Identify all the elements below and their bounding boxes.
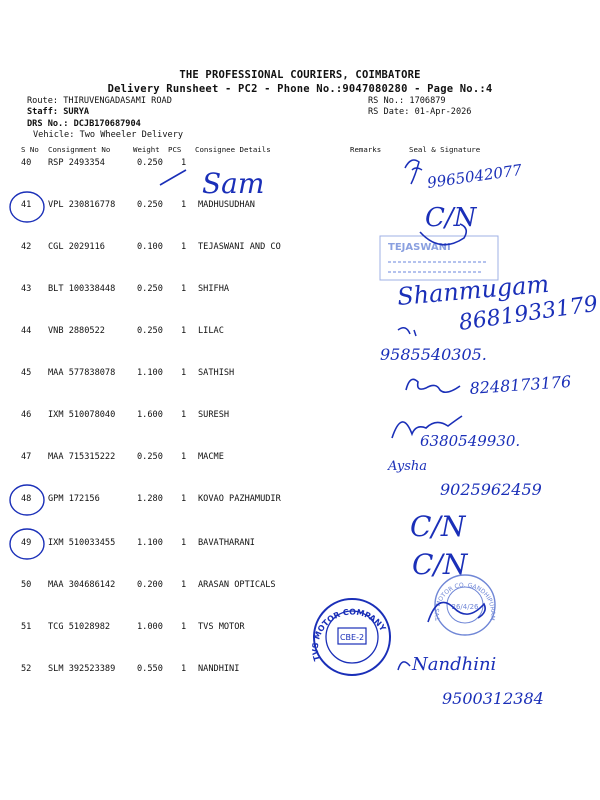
row-consignment: VPL 230816778	[48, 200, 116, 210]
row-sno: 45	[21, 368, 32, 378]
row-sno: 43	[21, 284, 32, 294]
row-consignee: BAVATHARANI	[198, 538, 255, 548]
row-sno: 47	[21, 452, 32, 462]
table-row	[0, 538, 600, 552]
handwritten-phone: 9585540305.	[380, 345, 487, 364]
row-pcs: 1	[181, 200, 187, 210]
stamp-center-text: CBE-2	[339, 633, 365, 642]
stamp-text: TEJASWANI	[388, 242, 451, 253]
table-row	[0, 452, 600, 466]
row-consignment: MAA 577838078	[48, 368, 116, 378]
row-sno: 40	[21, 158, 32, 168]
stamp-date: 26/4/26	[451, 603, 479, 611]
table-row	[0, 494, 600, 508]
row-weight: 0.250	[137, 284, 163, 294]
stamp-lines	[388, 262, 488, 272]
row-consignment: GPM 172156	[48, 494, 100, 504]
table-row	[0, 158, 600, 172]
row-sno: 50	[21, 580, 32, 590]
handwritten-phone: 6380549930.	[420, 432, 521, 450]
col-remarks: Remarks	[350, 145, 382, 154]
row-weight: 1.000	[137, 622, 163, 632]
handwritten-phone: 8248173176	[468, 371, 572, 398]
table-row	[0, 664, 600, 678]
route-label: Route: THIRUVENGADASAMI ROAD	[27, 96, 172, 106]
row-pcs: 1	[181, 538, 187, 548]
table-row	[0, 326, 600, 340]
row-pcs: 1	[181, 452, 187, 462]
row-consignment: VNB 2880522	[48, 326, 105, 336]
row-weight: 1.100	[137, 538, 163, 548]
row-sno: 42	[21, 242, 32, 252]
table-row	[0, 580, 600, 594]
row-weight: 0.250	[137, 326, 163, 336]
row-consignee: ARASAN OPTICALS	[198, 580, 276, 590]
row-pcs: 1	[181, 580, 187, 590]
table-row	[0, 200, 600, 214]
row-pcs: 1	[181, 410, 187, 420]
runsheet-title: Delivery Runsheet - PC2 - Phone No.:9047080280 - Page No.:4	[107, 83, 493, 95]
row-consignment: IXM 510033455	[48, 538, 116, 548]
row-sno: 51	[21, 622, 32, 632]
row-weight: 0.250	[137, 158, 163, 168]
pen-stroke	[160, 170, 186, 185]
row-pcs: 1	[181, 242, 187, 252]
row-sno: 41	[21, 200, 32, 210]
col-pcs: PCS	[168, 145, 182, 154]
row-consignee: SURESH	[198, 410, 230, 420]
row-pcs: 1	[181, 368, 187, 378]
handwritten-phone: 9500312384	[442, 689, 544, 708]
rs-date: RS Date: 01-Apr-2026	[368, 107, 472, 117]
row-weight: 0.550	[137, 664, 163, 674]
row-consignment: CGL 2029116	[48, 242, 105, 252]
row-consignee: SATHISH	[198, 368, 235, 378]
staff-label: Staff: SURYA	[27, 107, 90, 117]
row-sno: 49	[21, 538, 32, 548]
drs-number: DRS No.: DCJB170687904	[27, 119, 141, 129]
company-title: THE PROFESSIONAL COURIERS, COIMBATORE	[179, 69, 421, 81]
row-pcs: 1	[181, 494, 187, 504]
col-consignee: Consignee Details	[195, 145, 271, 154]
row-pcs: 1	[181, 664, 187, 674]
row-pcs: 1	[181, 326, 187, 336]
row-consignee: KOVAO PAZHAMUDIR	[198, 494, 281, 504]
handwritten-name: Shanmugam	[396, 269, 551, 311]
row-consignee: MADHUSUDHAN	[198, 200, 255, 210]
col-consignment: Consignment No	[48, 145, 111, 154]
row-consignment: SLM 392523389	[48, 664, 116, 674]
handwritten-cn: C/N	[412, 548, 468, 581]
row-weight: 0.250	[137, 452, 163, 462]
table-row	[0, 242, 600, 256]
table-row	[0, 284, 600, 298]
row-pcs: 1	[181, 158, 187, 168]
row-pcs: 1	[181, 622, 187, 632]
row-weight: 0.100	[137, 242, 163, 252]
handwritten-name: Nandhini	[412, 654, 497, 675]
row-sno: 46	[21, 410, 32, 420]
row-pcs: 1	[181, 284, 187, 294]
rs-number: RS No.: 1706879	[368, 96, 446, 106]
row-consignment: RSP 2493354	[48, 158, 105, 168]
row-weight: 0.200	[137, 580, 163, 590]
row-sno: 44	[21, 326, 32, 336]
handwritten-name: Sam	[202, 167, 265, 200]
row-consignee: SHIFHA	[198, 284, 230, 294]
row-weight: 1.600	[137, 410, 163, 420]
signature-scribble	[428, 602, 485, 622]
row-sno: 48	[21, 494, 32, 504]
row-weight: 1.100	[137, 368, 163, 378]
handwritten-phone: 8681933179	[457, 291, 600, 336]
handwritten-name: Aysha	[388, 459, 427, 474]
stamp-ring-text: TVS MOTOR CO. GANDHIPURAM	[433, 581, 497, 622]
row-weight: 0.250	[137, 200, 163, 210]
row-consignee: LILAC	[198, 326, 224, 336]
row-consignee: MACME	[198, 452, 224, 462]
col-weight: Weight	[133, 145, 160, 154]
table-row	[0, 368, 600, 382]
row-consignee: TVS MOTOR	[198, 622, 245, 632]
handwritten-cn: C/N	[425, 203, 477, 233]
table-row	[0, 622, 600, 636]
handwritten-phone: 9025962459	[440, 480, 542, 499]
row-consignment: IXM 510078040	[48, 410, 116, 420]
row-consignee: TEJASWANI AND CO	[198, 242, 281, 252]
handwritten-cn: C/N	[410, 510, 466, 543]
handwritten-phone: 9965042077	[426, 160, 524, 192]
col-sno: S No	[21, 145, 39, 154]
row-consignment: MAA 715315222	[48, 452, 116, 462]
row-sno: 52	[21, 664, 32, 674]
row-consignment: TCG 51028982	[48, 622, 111, 632]
col-seal: Seal & Signature	[409, 145, 481, 154]
row-consignment: MAA 304686142	[48, 580, 116, 590]
row-weight: 1.280	[137, 494, 163, 504]
table-row	[0, 410, 600, 424]
row-consignee: NANDHINI	[198, 664, 240, 674]
vehicle-label: Vehicle: Two Wheeler Delivery	[33, 130, 184, 140]
row-consignment: BLT 100338448	[48, 284, 116, 294]
stamp-ring-text: TVS MOTOR COMPANY	[310, 607, 388, 662]
